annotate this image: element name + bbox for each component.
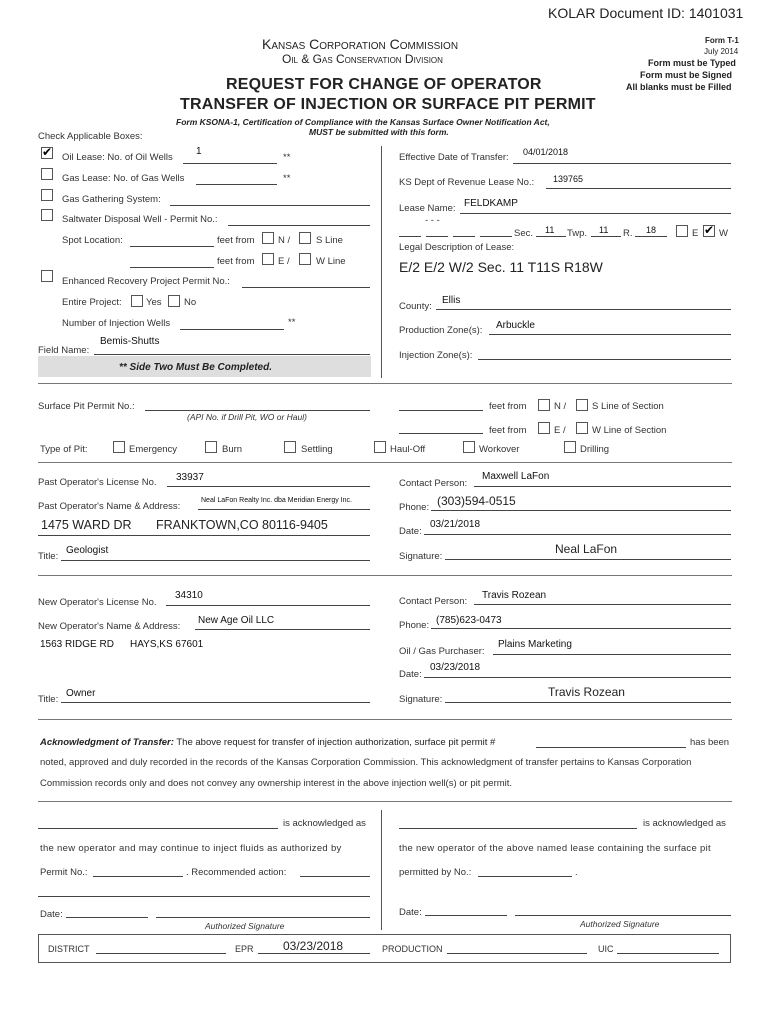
ack-left-is-ack: is acknowledged as (283, 818, 366, 829)
past-phone-label: Phone: (399, 502, 430, 513)
footer-production: PRODUCTION (382, 944, 443, 954)
entire-project-no-checkbox[interactable] (168, 295, 180, 307)
spot-w-checkbox[interactable] (299, 253, 311, 265)
footer-production-line (447, 953, 587, 954)
twp-value[interactable]: 11 (599, 225, 609, 235)
production-zone-line (489, 334, 731, 335)
ack-right-auth-sig: Authorized Signature (580, 919, 660, 929)
divider-after-new (38, 719, 732, 720)
new-signature-label: Signature: (399, 694, 443, 705)
swd-line (228, 225, 370, 226)
n-text: N (278, 235, 285, 246)
new-license-line (166, 605, 370, 606)
effective-date-label: Effective Date of Transfer: (399, 152, 509, 163)
oil-wells-value[interactable]: 1 (196, 146, 202, 157)
county-label: County: (399, 301, 432, 312)
entire-project-yes-label: Yes (146, 297, 162, 308)
pit-type-burn-label: Burn (222, 444, 243, 455)
new-purchaser-label: Oil / Gas Purchaser: (399, 646, 485, 657)
range-value[interactable]: 18 (646, 225, 657, 235)
new-license-value[interactable]: 34310 (175, 590, 203, 601)
twp-label: Twp. (567, 228, 588, 239)
pit-type-emergency-checkbox[interactable] (113, 441, 125, 453)
ack-left-date-label: Date: (40, 909, 63, 920)
new-phone-value[interactable]: (785)623-0473 (436, 615, 502, 626)
past-date-value[interactable]: 03/21/2018 (430, 519, 481, 530)
past-date-label: Date: (399, 526, 422, 537)
pit-type-workover-checkbox[interactable] (463, 441, 475, 453)
ksdor-lease-line (546, 188, 731, 189)
new-date-label: Date: (399, 669, 422, 680)
pit-type-hauloff-checkbox[interactable] (374, 441, 386, 453)
past-address-line (38, 535, 370, 536)
gas-gathering-label: Gas Gathering System: (62, 194, 161, 205)
legal-desc-label: Legal Description of Lease: (399, 242, 515, 253)
past-name-label: Past Operator's Name & Address: (38, 501, 181, 512)
pit-w-label: W Line of Section (592, 425, 667, 436)
production-zone-label: Production Zone(s): (399, 325, 483, 336)
injection-wells-label: Number of Injection Wells (62, 318, 171, 329)
field-name-line (94, 354, 370, 355)
pit-n-label: N / (554, 401, 567, 412)
past-contact-label: Contact Person: (399, 478, 468, 489)
range-e-label: E (692, 228, 699, 239)
pit-type-drilling-checkbox[interactable] (564, 441, 576, 453)
new-name-line (195, 629, 370, 630)
pit-type-emergency-label: Emergency (129, 444, 178, 455)
ack-left-text: the new operator and may continue to inject fluids as authorized by (40, 843, 342, 854)
ack-line-2: noted, approved and duly recorded in the records of the Kansas Corporation Commission. This acknowledgment of transfer pertains to Kansas Corporation (40, 757, 692, 768)
spot-s-label: S Line (316, 235, 343, 246)
range-label: R. (623, 228, 633, 239)
api-note: (API No. if Drill Pit, WO or Haul) (187, 412, 307, 422)
ack-left-permit-label: Permit No.: (40, 867, 88, 878)
e-text: E (278, 256, 285, 267)
ack-line-3: Commission records only and does not convey any ownership interest in the above injection well(s) or pit permit. (40, 778, 513, 789)
pit-e-text: E (554, 425, 561, 436)
new-signature-value[interactable]: Travis Rozean (548, 685, 625, 699)
ack-bold: Acknowledgment of Transfer: (40, 737, 174, 748)
gas-lease-checkbox[interactable] (41, 168, 53, 180)
qq-dashes: - - - (425, 215, 440, 226)
gas-gathering-line (170, 205, 370, 206)
new-title-line (61, 702, 370, 703)
ack-left-auth-sig: Authorized Signature (205, 921, 285, 931)
enhanced-recovery-checkbox[interactable] (41, 270, 53, 282)
new-name-label: New Operator's Name & Address: (38, 621, 181, 632)
oil-lease-checkbox[interactable] (41, 147, 53, 159)
ack-left-recommended: . Recommended action: (186, 867, 287, 878)
pit-type-settling-checkbox[interactable] (284, 441, 296, 453)
form-title-line2: TRANSFER OF INJECTION OR SURFACE PIT PERMIT (180, 96, 596, 113)
ack-right-name-line (399, 828, 637, 829)
range-w-checkbox[interactable] (703, 225, 715, 237)
pit-type-burn-checkbox[interactable] (205, 441, 217, 453)
new-title-value[interactable]: Owner (66, 688, 96, 699)
past-signature-value[interactable]: Neal LaFon (555, 542, 618, 556)
ack-left-extra-line (38, 896, 370, 897)
footer-epr-date[interactable]: 03/23/2018 (283, 939, 344, 953)
ack-left-date-line (66, 917, 148, 918)
gas-gathering-checkbox[interactable] (41, 189, 53, 201)
pit-e-label: E / (554, 425, 566, 436)
oil-wells-stars: ** (283, 152, 291, 163)
new-contact-label: Contact Person: (399, 596, 468, 607)
past-signature-line (445, 559, 731, 560)
spot-location-label: Spot Location: (62, 235, 123, 246)
surface-pit-line (145, 410, 370, 411)
ack-right-period: . (575, 867, 578, 878)
footer-uic: UIC (598, 944, 614, 954)
swd-label: Saltwater Disposal Well - Permit No.: (62, 214, 218, 225)
footer-district: DISTRICT (48, 944, 90, 954)
ack-line-1 (40, 737, 495, 748)
check-applicable-label: Check Applicable Boxes: (38, 131, 143, 142)
range-line (635, 236, 667, 237)
surface-pit-label: Surface Pit Permit No.: (38, 401, 135, 412)
enhanced-recovery-label: Enhanced Recovery Project Permit No.: (62, 276, 230, 287)
ack-left-recommended-line (300, 876, 370, 877)
form-date: July 2014 (704, 47, 739, 56)
pit-type-workover-label: Workover (479, 444, 520, 455)
ksdor-lease-label: KS Dept of Revenue Lease No.: (399, 177, 535, 188)
spot-ns-line (130, 246, 214, 247)
pit-w-checkbox[interactable] (576, 422, 588, 434)
new-address-value[interactable]: 1563 RIDGE RD (40, 639, 114, 650)
range-w-label: W (719, 228, 728, 239)
oil-lease-label: Oil Lease: No. of Oil Wells (62, 152, 173, 163)
past-address-value[interactable]: 1475 WARD DR (41, 518, 132, 532)
spot-feet-from-2: feet from (217, 256, 255, 267)
injection-wells-stars: ** (288, 317, 296, 328)
new-contact-value[interactable]: Travis Rozean (482, 590, 547, 601)
past-license-line (167, 486, 370, 487)
spot-n-checkbox[interactable] (262, 232, 274, 244)
pit-type-settling-label: Settling (301, 444, 333, 455)
county-line (436, 309, 731, 310)
entire-project-yes-checkbox[interactable] (131, 295, 143, 307)
new-purchaser-value[interactable]: Plains Marketing (498, 639, 572, 650)
sec-value[interactable]: 11 (545, 225, 555, 235)
form-subtitle-2: MUST be submitted with this form. (309, 127, 449, 137)
effective-date-value[interactable]: 04/01/2018 (523, 147, 569, 157)
form-id: Form T-1 (705, 36, 739, 45)
ack-right-permitted-by: permitted by No.: (399, 867, 472, 878)
ack-left-permit-line (93, 876, 183, 877)
field-name-label: Field Name: (38, 345, 90, 356)
spot-ew-line (130, 267, 214, 268)
twp-line (591, 236, 621, 237)
ksdor-lease-value[interactable]: 139765 (553, 174, 584, 184)
past-title-label: Title: (38, 551, 59, 562)
section1-divider (381, 146, 382, 378)
past-contact-value[interactable]: Maxwell LaFon (482, 471, 550, 482)
past-title-value[interactable]: Geologist (66, 545, 109, 556)
footer-epr: EPR (235, 944, 254, 954)
past-city-value[interactable]: FRANKTOWN,CO 80116-9405 (156, 518, 328, 532)
past-license-value[interactable]: 33937 (176, 472, 204, 483)
ack-left-name-line (38, 828, 278, 829)
past-contact-line (474, 486, 731, 487)
spot-e-checkbox[interactable] (262, 253, 274, 265)
ack-right-permitted-line (478, 876, 572, 877)
past-name-line (198, 509, 370, 510)
form-subtitle-1: Form KSONA-1, Certification of Compliance with the Kansas Surface Owner Notification Act, (176, 117, 550, 127)
pit-n-text: N (554, 401, 561, 412)
qq-line-1 (399, 236, 421, 237)
pit-s-checkbox[interactable] (576, 399, 588, 411)
new-title-label: Title: (38, 694, 59, 705)
field-name-value[interactable]: Bemis-Shutts (100, 336, 160, 347)
new-license-label: New Operator's License No. (38, 597, 157, 608)
pit-n-checkbox[interactable] (538, 399, 550, 411)
past-license-label: Past Operator's License No. (38, 477, 157, 488)
ack-divider (381, 810, 382, 930)
spot-w-label: W Line (316, 256, 346, 267)
past-phone-line (431, 510, 731, 511)
ack-permit-line (536, 747, 686, 748)
pit-feet-from-2: feet from (489, 425, 527, 436)
qq-line-2 (426, 236, 448, 237)
divider-after-past (38, 575, 732, 576)
production-zone-value[interactable]: Arbuckle (496, 320, 535, 331)
qq-line-4 (480, 236, 512, 237)
past-signature-label: Signature: (399, 551, 443, 562)
new-date-value[interactable]: 03/23/2018 (430, 662, 481, 673)
past-name-value[interactable]: Neal LaFon Realty Inc. dba Meridian Energy Inc. (201, 497, 352, 504)
footer-epr-line (258, 953, 370, 954)
past-title-line (61, 560, 370, 561)
gas-wells-stars: ** (283, 173, 291, 184)
pit-feet-from-1: feet from (489, 401, 527, 412)
entire-project-no-label: No (184, 297, 197, 308)
side-two-text: ** Side Two Must Be Completed. (119, 362, 272, 373)
ack-has-been: has been (690, 737, 730, 748)
footer-uic-line (617, 953, 719, 954)
ack-left-sig-line (156, 917, 370, 918)
new-contact-line (474, 604, 731, 605)
pit-type-hauloff-label: Haul-Off (390, 444, 426, 455)
new-phone-line (431, 628, 731, 629)
pit-type-label: Type of Pit: (40, 444, 88, 455)
footer-district-line (96, 953, 226, 954)
new-date-line (424, 677, 731, 678)
pit-ew-line (399, 433, 483, 434)
ack-text-1: The above request for transfer of injection authorization, surface pit permit # (176, 737, 496, 748)
swd-checkbox[interactable] (41, 209, 53, 221)
sec-line (536, 236, 566, 237)
oil-wells-line (183, 163, 277, 164)
new-city-value[interactable]: HAYS,KS 67601 (130, 639, 204, 650)
injection-zone-line (478, 359, 731, 360)
form-note-filled: All blanks must be Filled (626, 82, 732, 92)
spot-e-label: E / (278, 256, 290, 267)
legal-desc-value[interactable]: E/2 E/2 W/2 Sec. 11 T11S R18W (399, 259, 603, 275)
pit-type-drilling-label: Drilling (580, 444, 610, 455)
past-date-line (424, 534, 731, 535)
form-title-line1: REQUEST FOR CHANGE OF OPERATOR (226, 76, 542, 93)
divider-after-ack (38, 801, 732, 802)
form-note-typed: Form must be Typed (648, 58, 736, 68)
lease-name-value[interactable]: FELDKAMP (464, 198, 518, 209)
ack-right-text: the new operator of the above named lease containing the surface pit (399, 843, 711, 854)
gas-lease-label: Gas Lease: No. of Gas Wells (62, 173, 185, 184)
injection-wells-line (180, 329, 284, 330)
form-note-signed: Form must be Signed (640, 70, 733, 80)
ack-right-is-ack: is acknowledged as (643, 818, 726, 829)
spot-s-checkbox[interactable] (299, 232, 311, 244)
spot-feet-from-1: feet from (217, 235, 255, 246)
effective-date-line (513, 163, 731, 164)
new-purchaser-line (493, 654, 731, 655)
range-e-checkbox[interactable] (676, 225, 688, 237)
new-phone-label: Phone: (399, 620, 430, 631)
enhanced-recovery-line (242, 287, 370, 288)
ack-right-sig-line (515, 915, 731, 916)
ack-right-date-line (425, 915, 507, 916)
ack-right-date-label: Date: (399, 907, 422, 918)
past-phone-value[interactable]: (303)594-0515 (437, 494, 516, 508)
lease-name-label: Lease Name: (399, 203, 456, 214)
new-signature-line (445, 702, 731, 703)
pit-e-checkbox[interactable] (538, 422, 550, 434)
pit-ns-line (399, 410, 483, 411)
pit-s-label: S Line of Section (592, 401, 664, 412)
agency-name: Kansas Corporation Commission (262, 36, 459, 52)
qq-line-3 (453, 236, 475, 237)
county-value[interactable]: Ellis (442, 295, 461, 306)
spot-n-label: N / (278, 235, 291, 246)
divider-after-pit (38, 462, 732, 463)
divider-after-section1 (38, 383, 732, 384)
gas-wells-line (196, 184, 277, 185)
document-id: KOLAR Document ID: 1401031 (548, 5, 744, 21)
sec-label: Sec. (514, 228, 534, 239)
entire-project-label: Entire Project: (62, 297, 122, 308)
injection-zone-label: Injection Zone(s): (399, 350, 473, 361)
new-name-value[interactable]: New Age Oil LLC (198, 615, 275, 626)
lease-name-line (460, 213, 731, 214)
division-name: Oil & Gas Conservation Division (282, 52, 443, 66)
